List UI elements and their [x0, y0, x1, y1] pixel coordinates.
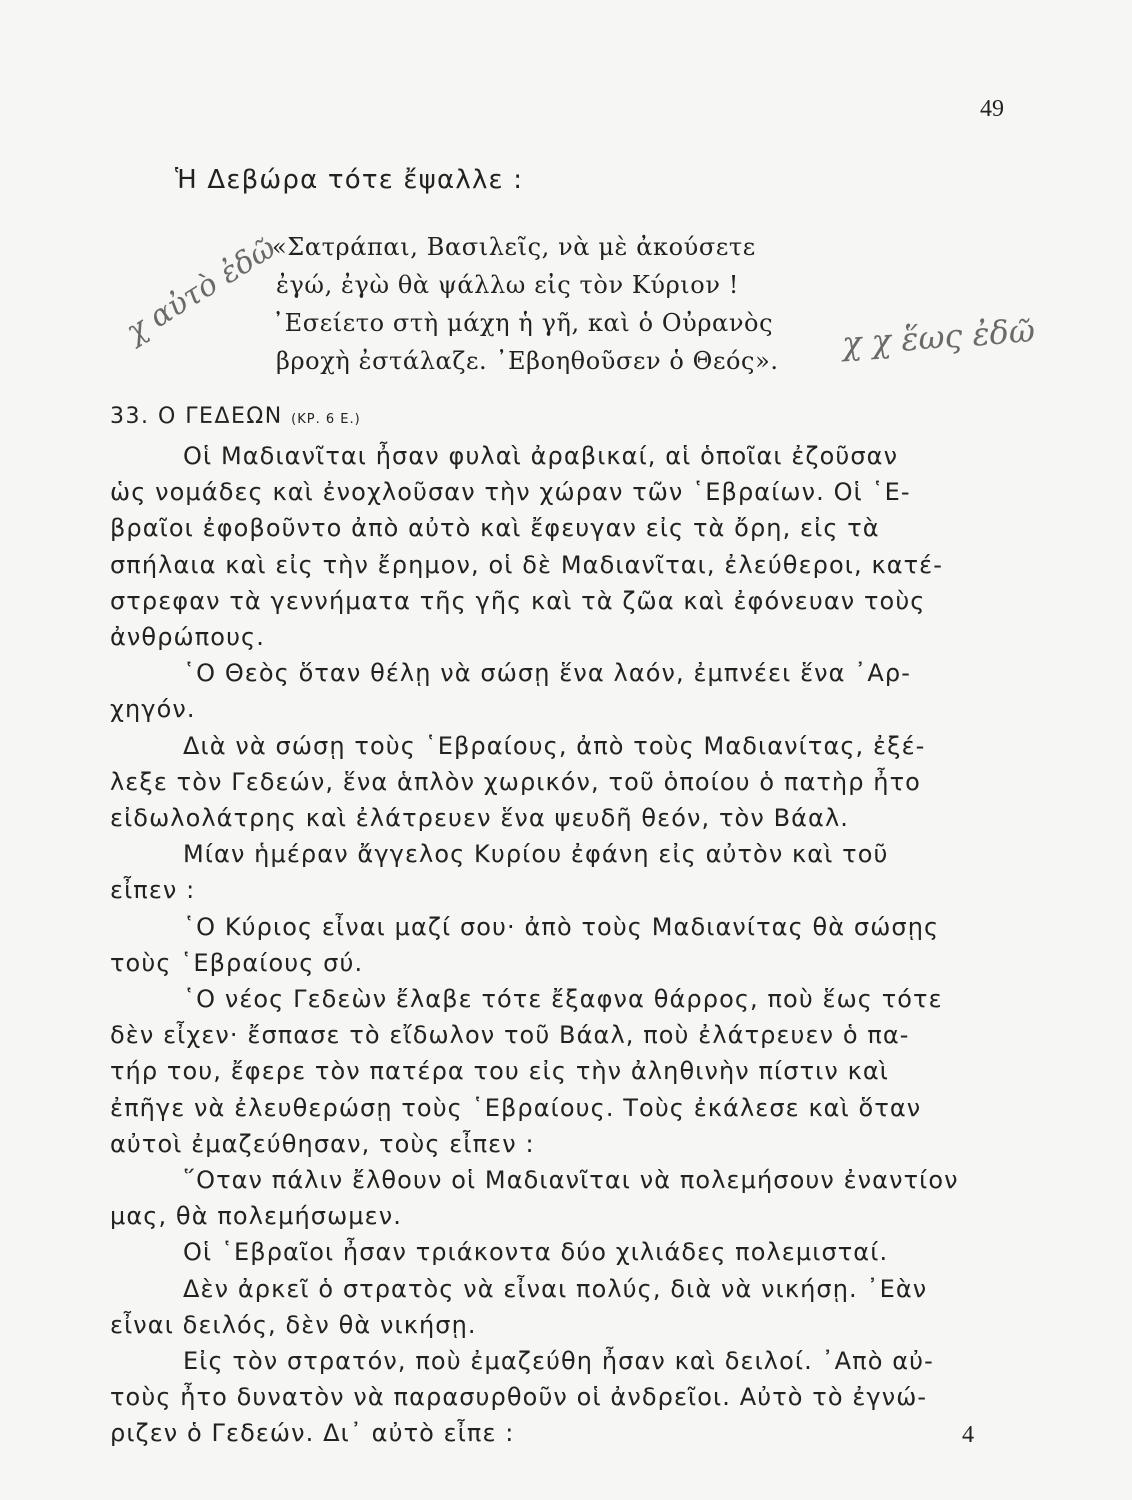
- section-title: 33. Ο ΓΕΔΕΩΝ: [110, 404, 283, 429]
- intro-line: Ἡ Δεβώρα τότε ἔψαλλε :: [175, 165, 524, 195]
- text-line: ὡς νομάδες καὶ ἐνοχλοῦσαν τὴν χώραν τῶν ῾Εβραίων. Οἱ ῾Ε-: [110, 478, 911, 507]
- text-line: Δὲν ἀρκεῖ ὁ στρατὸς νὰ εἶναι πολύς, διὰ νὰ νικήσῃ. ᾿Εὰν: [183, 1274, 928, 1303]
- handwritten-note-left: χ αὐτὸ ἐδῶ: [120, 230, 282, 350]
- page-number: 49: [980, 96, 1004, 122]
- text-line: σπήλαια καὶ εἰς τὴν ἔρημον, οἱ δὲ Μαδιανῖται, ἐλεύθεροι, κατέ-: [110, 550, 944, 579]
- text-line: ῾Ο Κύριος εἶναι μαζί σου· ἀπὸ τοὺς Μαδιανίτας θὰ σώσῃς: [183, 912, 940, 941]
- text-line: μας, θὰ πολεμήσωμεν.: [110, 1202, 402, 1231]
- text-line: δὲν εἶχεν· ἔσπασε τὸ εἴδωλον τοῦ Βάαλ, ποὺ ἐλάτρευεν ὁ πα-: [110, 1021, 910, 1050]
- section-heading: [110, 404, 361, 429]
- text-line: βραῖοι ἐφοβοῦντο ἀπὸ αὐτὸ καὶ ἔφευγαν εἰς τὰ ὄρη, εἰς τὰ: [110, 514, 880, 543]
- poem-line: ἐγώ, ἐγὼ θὰ ψάλλω εἰς τὸν Κύριον !: [276, 271, 740, 299]
- text-line: Οἱ Μαδιανῖται ἦσαν φυλαὶ ἀραβικαί, αἱ ὁποῖαι ἐζοῦσαν: [183, 442, 899, 470]
- text-line: στρεφαν τὰ γεννήματα τῆς γῆς καὶ τὰ ζῶα καὶ ἐφόνευαν τοὺς: [110, 586, 926, 615]
- text-line: αὐτοὶ ἐμαζεύθησαν, τοὺς εἶπεν :: [110, 1129, 535, 1158]
- text-line: ῾Ο νέος Γεδεὼν ἔλαβε τότε ἔξαφνα θάρρος, ποὺ ἕως τότε: [183, 985, 943, 1014]
- signature-mark: 4: [962, 1422, 974, 1448]
- text-line: τήρ του, ἔφερε τὸν πατέρα του εἰς τὴν ἀληθινὴν πίστιν καὶ: [110, 1057, 889, 1086]
- text-line: ῾Ο Θεὸς ὅταν θέλῃ νὰ σώσῃ ἕνα λαόν, ἐμπνέει ἕνα ᾿Αρ-: [183, 659, 912, 688]
- text-line: τοὺς ῾Εβραίους σύ.: [110, 948, 364, 977]
- text-line: χηγόν.: [110, 695, 196, 724]
- section-reference: (ΚΡ. 6 Ε.): [291, 412, 361, 427]
- poem-line: «Σατράπαι, Βασιλεῖς, νὰ μὲ ἀκούσετε: [272, 233, 756, 261]
- text-line: ῞Οταν πάλιν ἔλθουν οἱ Μαδιανῖται νὰ πολεμήσουν ἐναντίον: [183, 1166, 959, 1195]
- text-line: Διὰ νὰ σώσῃ τοὺς ῾Εβραίους, ἀπὸ τοὺς Μαδιανίτας, ἐξέ-: [183, 731, 926, 760]
- text-line: εἶναι δειλός, δὲν θὰ νικήσῃ.: [110, 1310, 477, 1339]
- body-text: [110, 438, 1022, 1452]
- handwritten-note-right: χ χ ἕως ἐδῶ: [840, 311, 1037, 363]
- text-line: τοὺς ἦτο δυνατὸν νὰ παρασυρθοῦν οἱ ἀνδρεῖοι. Αὐτὸ τὸ ἐγνώ-: [110, 1383, 928, 1412]
- text-line: ριζεν ὁ Γεδεών. Δι᾿ αὐτὸ εἶπε :: [110, 1419, 515, 1448]
- poem-line: βροχὴ ἐστάλαζε. ᾿Εβοηθοῦσεν ὁ Θεός».: [276, 347, 779, 375]
- poem-line: ᾿Εσείετο στὴ μάχη ἡ γῆ, καὶ ὁ Οὐρανὸς: [272, 309, 774, 337]
- text-line: Μίαν ἡμέραν ἄγγελος Κυρίου ἐφάνη εἰς αὐτὸν καὶ τοῦ: [183, 840, 889, 869]
- text-line: Εἰς τὸν στρατόν, ποὺ ἐμαζεύθη ἦσαν καὶ δειλοί. ᾿Απὸ αὐ-: [183, 1347, 934, 1376]
- text-line: λεξε τὸν Γεδεών, ἕνα ἁπλὸν χωρικόν, τοῦ ὁποίου ὁ πατὴρ ἦτο: [110, 767, 921, 796]
- poem-block: [272, 228, 779, 380]
- text-line: ἀνθρώπους.: [110, 623, 265, 652]
- text-line: εἰδωλολάτρης καὶ ἐλάτρευεν ἕνα ψευδῆ θεόν, τὸν Βάαλ.: [110, 804, 850, 833]
- text-line: εἶπεν :: [110, 876, 196, 905]
- text-line: ἐπῆγε νὰ ἐλευθερώσῃ τοὺς ῾Εβραίους. Τοὺς ἐκάλεσε καὶ ὅταν: [110, 1093, 922, 1122]
- text-line: Οἱ ῾Εβραῖοι ἦσαν τριάκοντα δύο χιλιάδες πολεμισταί.: [183, 1238, 889, 1267]
